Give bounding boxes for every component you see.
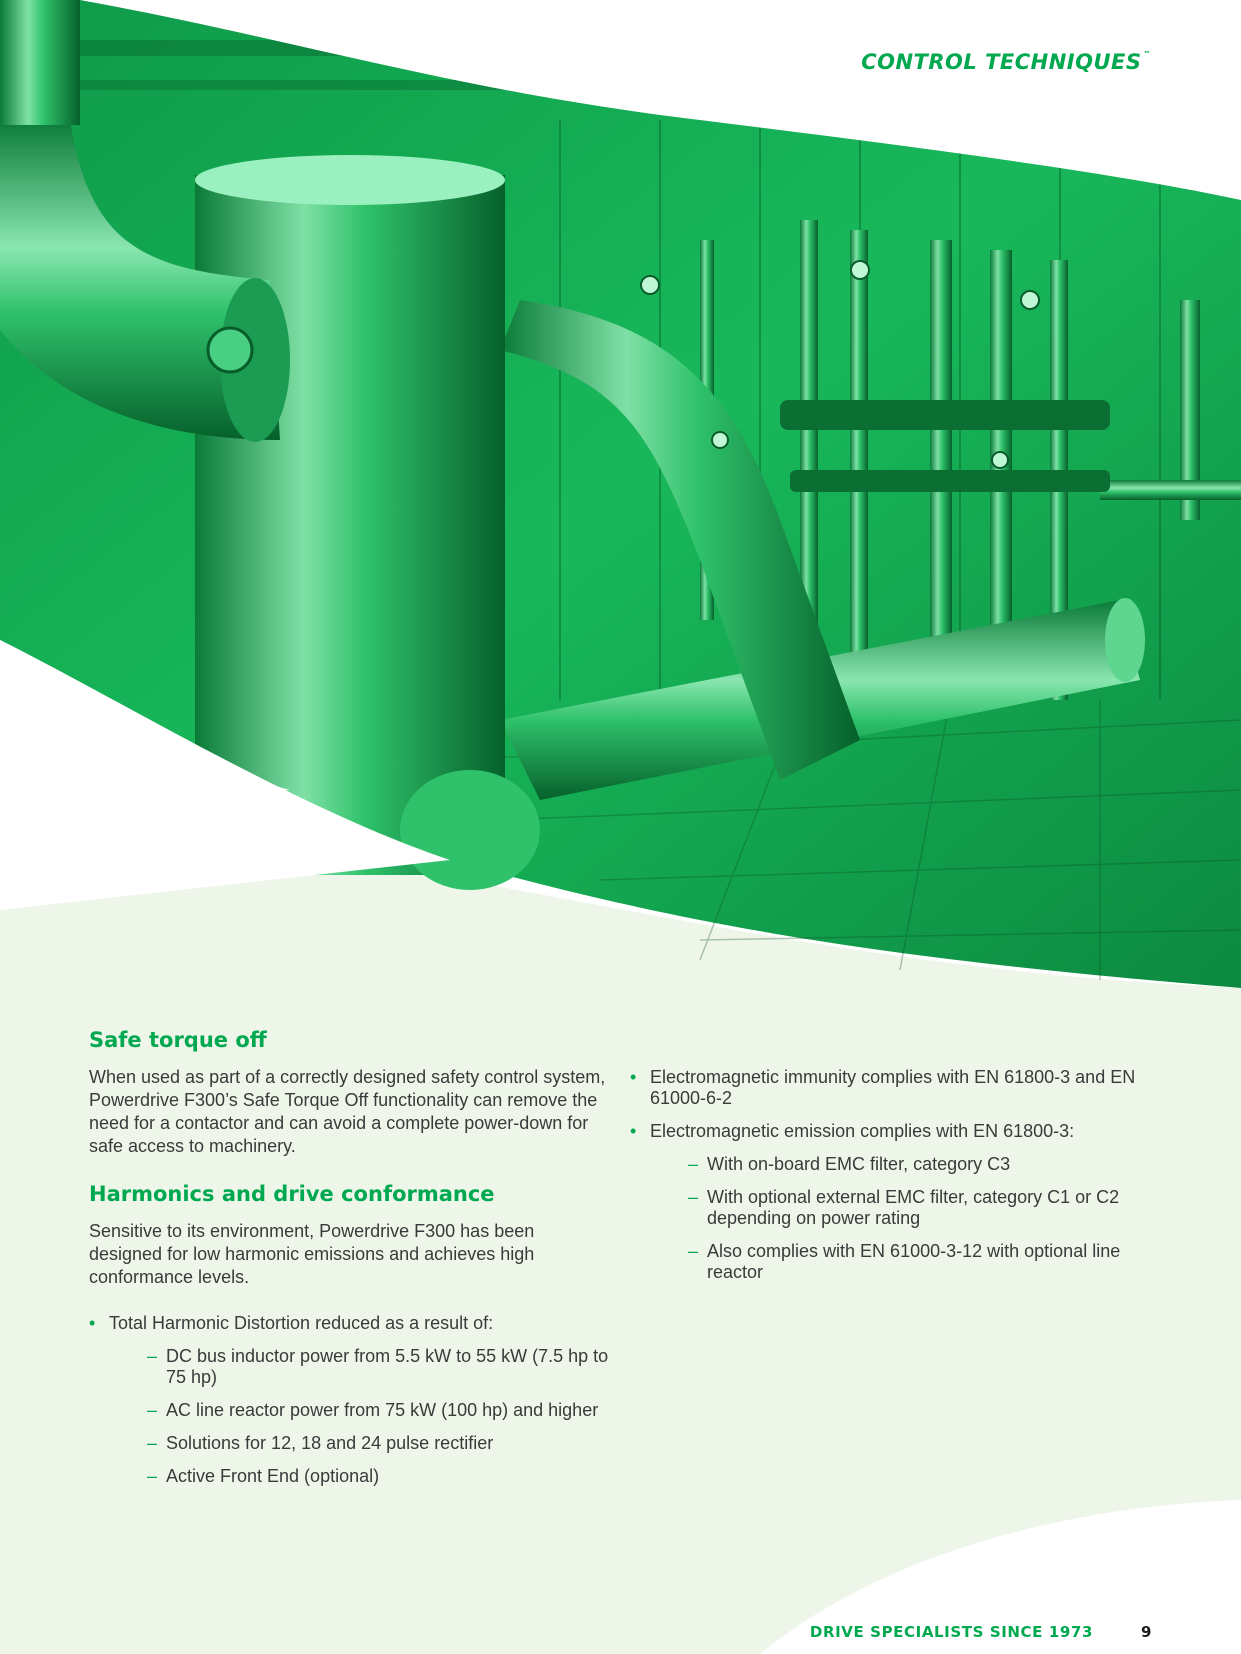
emission-sublist <box>650 1154 1150 1283</box>
footer-tagline: DRIVE SPECIALISTS SINCE 1973 <box>809 1623 1093 1641</box>
brand-logo-text: CONTROL TECHNIQUES <box>861 50 1142 74</box>
right-column <box>630 1067 1150 1295</box>
list-item: – Solutions for 12, 18 and 24 pulse rectifier <box>147 1433 609 1454</box>
left-column <box>89 1028 609 1499</box>
list-item: – With optional external EMC filter, category C1 or C2 depending on power rating <box>688 1187 1150 1229</box>
page-number: 9 <box>1141 1623 1152 1641</box>
list-item: – Active Front End (optional) <box>147 1466 609 1487</box>
list-item: – Also complies with EN 61000-3-12 with optional line reactor <box>688 1241 1150 1283</box>
list-item: – DC bus inductor power from 5.5 kW to 55 kW (7.5 hp to 75 hp) <box>147 1346 609 1388</box>
list-item <box>89 1313 609 1487</box>
list-item: – With on-board EMC filter, category C3 <box>688 1154 1150 1175</box>
bullet-text: Electromagnetic emission complies with EN 61800-3: <box>650 1121 1075 1141</box>
harmonics-bullets <box>89 1313 609 1487</box>
list-item: • Electromagnetic immunity complies with EN 61800-3 and EN 61000-6-2 <box>630 1067 1150 1109</box>
harmonics-heading: Harmonics and drive conformance <box>89 1182 495 1206</box>
brand-logo <box>861 50 1151 74</box>
thd-sublist <box>109 1346 609 1487</box>
emc-bullets <box>630 1067 1150 1283</box>
sto-heading: Safe torque off <box>89 1028 267 1052</box>
list-item: – AC line reactor power from 75 kW (100 hp) and higher <box>147 1400 609 1421</box>
sto-body: When used as part of a correctly designed safety control system, Powerdrive F300’s Safe Torque Off functionality can remove the need for a contactor and can avoid a complete power-down for safe access to machinery. <box>89 1067 606 1156</box>
list-item <box>630 1121 1150 1283</box>
harmonics-body: Sensitive to its environment, Powerdrive F300 has been designed for low harmonic emissions and achieves high conformance levels. <box>89 1221 535 1287</box>
trademark: ™ <box>1143 50 1151 58</box>
bullet-text: Total Harmonic Distortion reduced as a result of: <box>109 1313 494 1333</box>
